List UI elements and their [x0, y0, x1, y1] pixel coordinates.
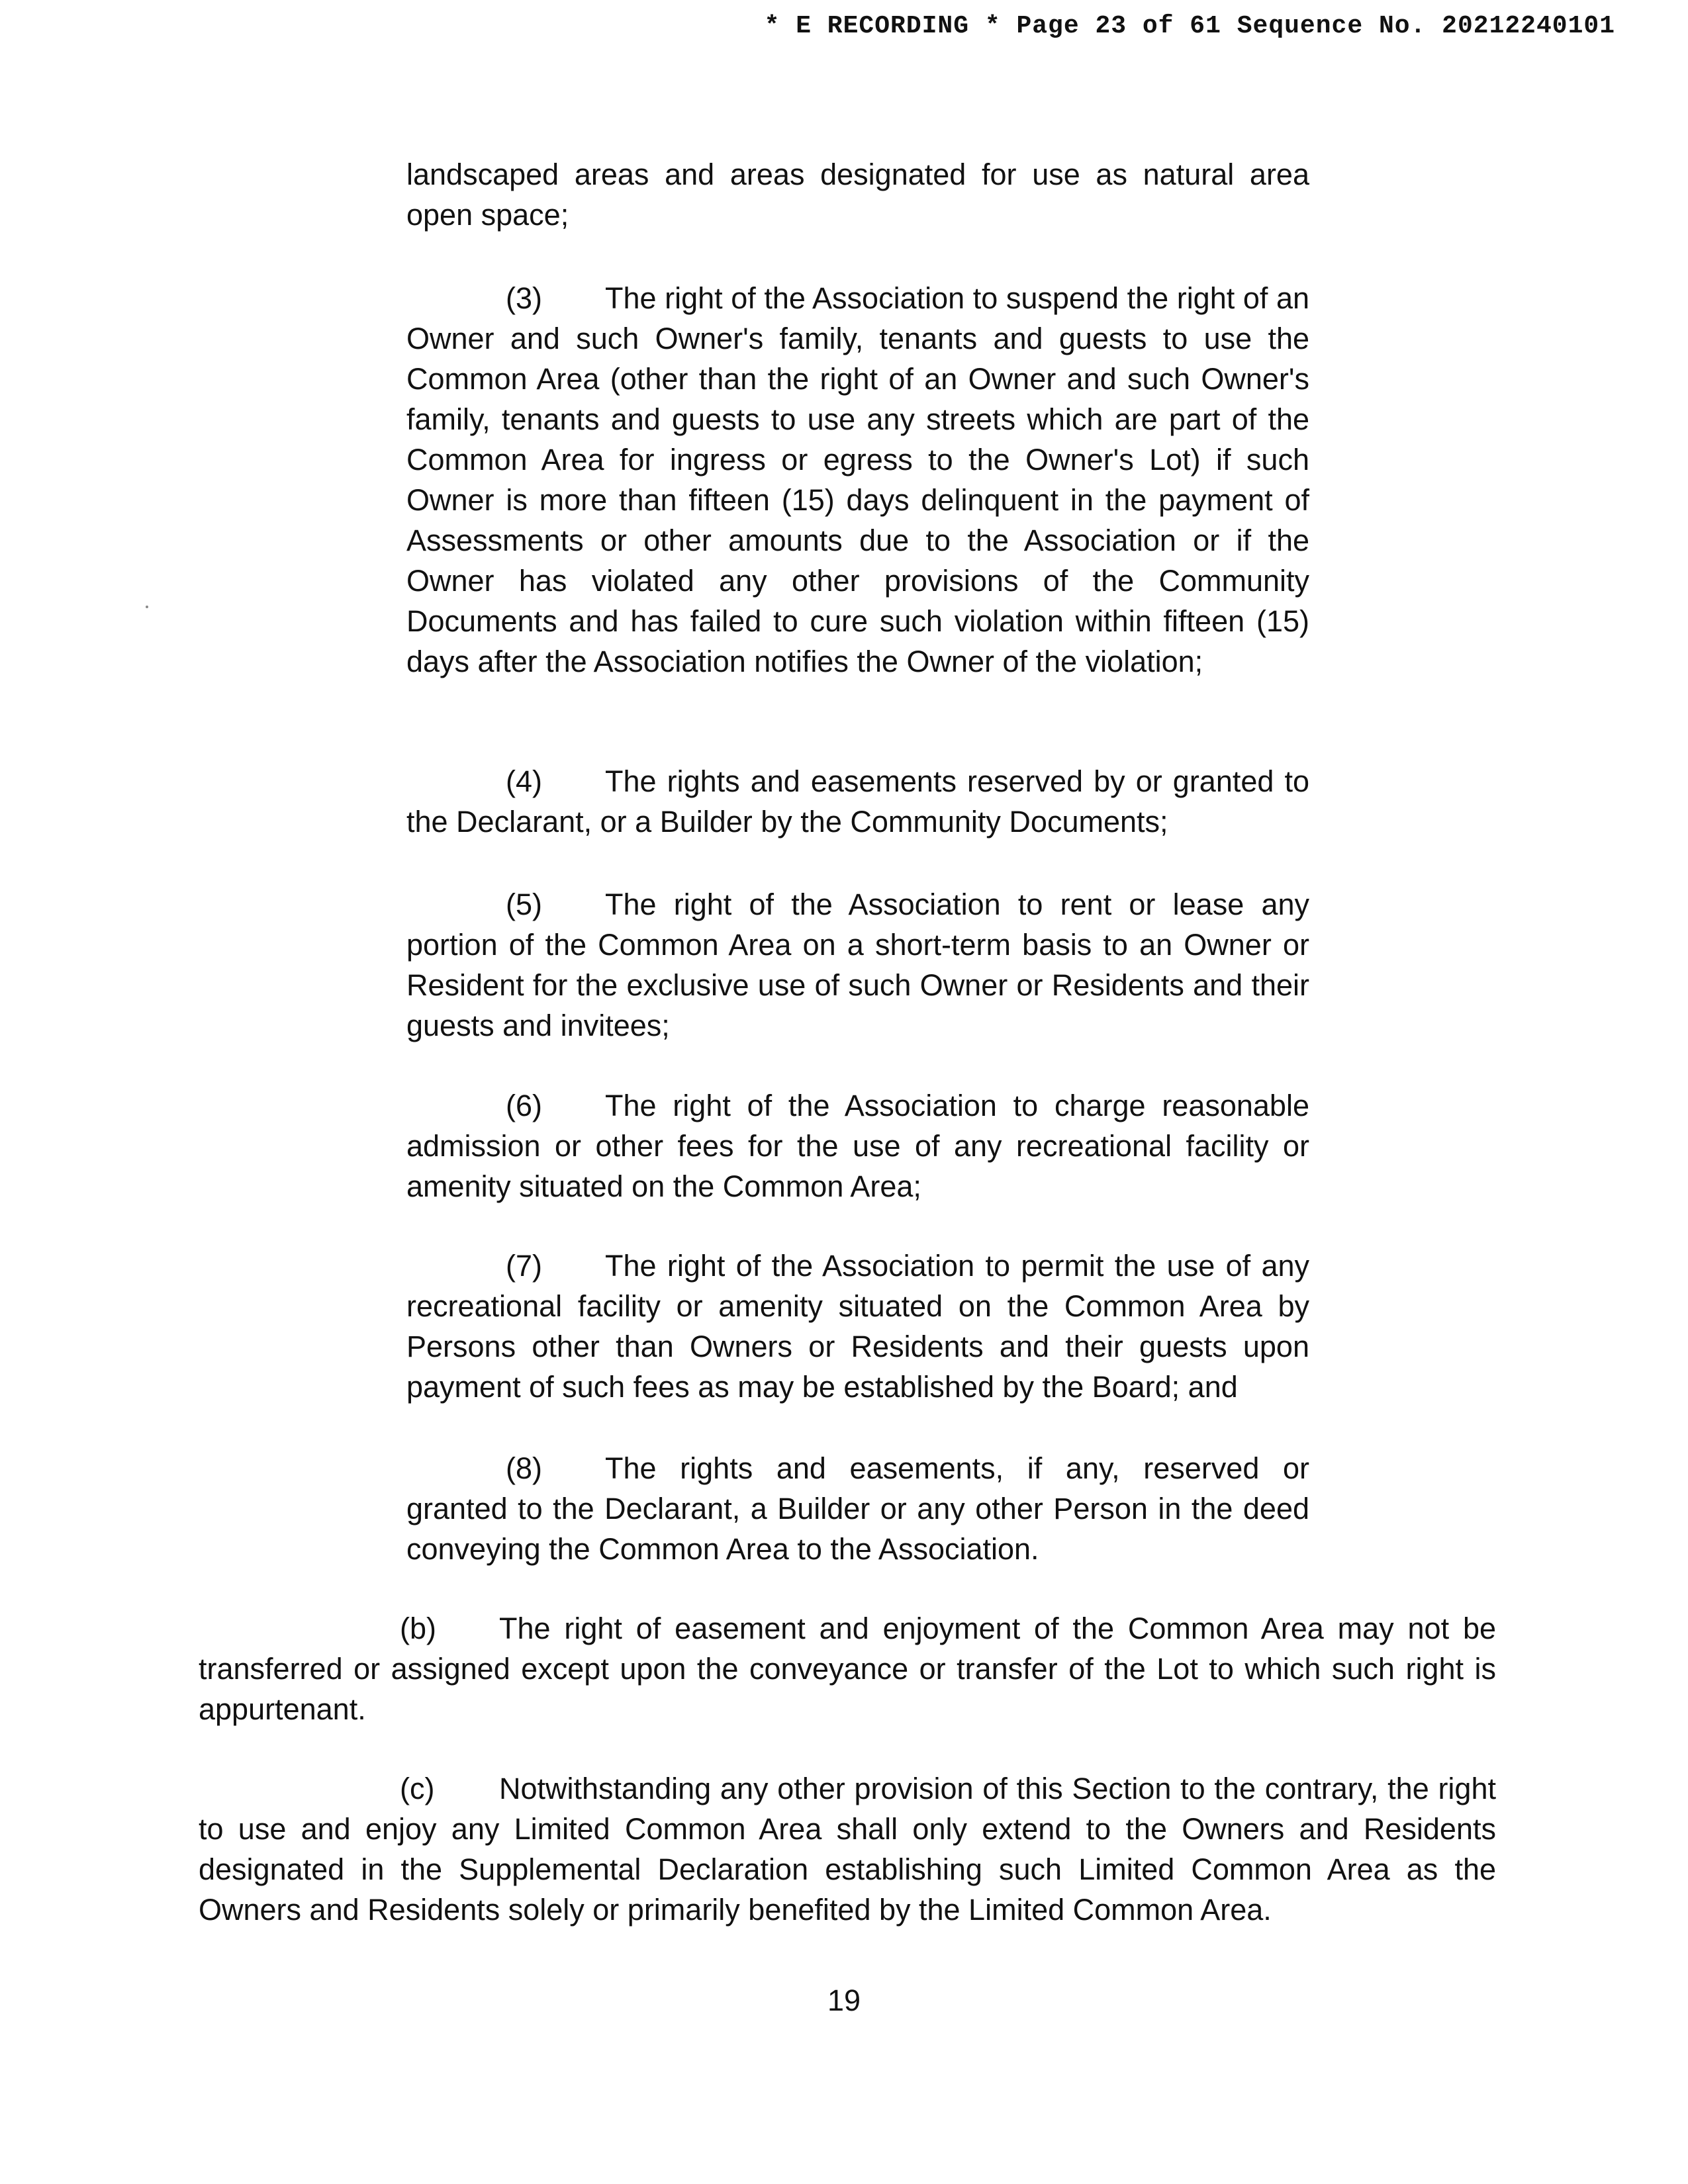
recording-header: * E RECORDING * Page 23 of 61 Sequence No. 20212240101	[764, 12, 1615, 40]
paragraph-label: (7)	[506, 1249, 542, 1283]
paragraph-4	[406, 761, 1309, 842]
continuation-paragraph: landscaped areas and areas designated for use as natural area open space;	[406, 158, 1309, 232]
paragraph-label: (5)	[506, 887, 542, 921]
paragraph-text: The right of the Association to rent or lease any portion of the Common Area on a short-term basis to an Owner or Resident for the exclusive use of such Owner or Residents and their guests and invitees;	[406, 887, 1309, 1042]
paragraph-text: Notwithstanding any other provision of this Section to the contrary, the right to use and enjoy any Limited Common Area shall only extend to the Owners and Residents designated in the Supplemental Declaration establishing such Limited Common Area as the Owners and Residents solely or primarily benefited by the Limited Common Area.	[199, 1772, 1496, 1927]
paragraph-text: The right of easement and enjoyment of the Common Area may not be transferred or assigned except upon the conveyance or transfer of the Lot to which such right is appurtenant.	[199, 1612, 1496, 1726]
paragraph-text: The right of the Association to charge reasonable admission or other fees for the use of any recreational facility or amenity situated on the Common Area;	[406, 1089, 1309, 1203]
page-number: 19	[827, 1983, 861, 2017]
paragraph-label: (6)	[506, 1089, 542, 1122]
paragraph-text: The right of the Association to permit the use of any recreational facility or amenity situated on the Common Area by Persons other than Owners or Residents and their guests upon payment of such fees as may be established by the Board; and	[406, 1249, 1309, 1404]
paragraph-b	[199, 1608, 1496, 1729]
paragraph-text: The rights and easements reserved by or granted to the Declarant, or a Builder by the Community Documents;	[406, 764, 1309, 839]
paragraph-label: (3)	[506, 281, 542, 315]
paragraph-3	[406, 278, 1309, 682]
paragraph-5	[406, 884, 1309, 1046]
paragraph-8	[406, 1448, 1309, 1569]
paragraph-label: (b)	[400, 1612, 436, 1645]
paragraph-c	[199, 1768, 1496, 1930]
paragraph-label: (8)	[506, 1451, 542, 1485]
paragraph-text: The right of the Association to suspend the right of an Owner and such Owner's family, tenants and guests to use the Common Area (other than the right of an Owner and such Owner's family, tenants and guests to use any streets which are part of the Common Area for ingress or egress to the Owner's Lot) if such Owner is more than fifteen (15) days delinquent in the payment of Assessments or other amounts due to the Association or if the Owner has violated any other provisions of the Community Documents and has failed to cure such violation within fifteen (15) days after the Association notifies the Owner of the violation;	[406, 281, 1309, 678]
scan-mark	[146, 606, 148, 608]
paragraph-7	[406, 1246, 1309, 1407]
paragraph-label: (4)	[506, 764, 542, 798]
paragraph-label: (c)	[400, 1772, 435, 1805]
paragraph-text: The rights and easements, if any, reserved or granted to the Declarant, a Builder or any other Person in the deed conveying the Common Area to the Association.	[406, 1451, 1309, 1566]
paragraph-6	[406, 1085, 1309, 1206]
